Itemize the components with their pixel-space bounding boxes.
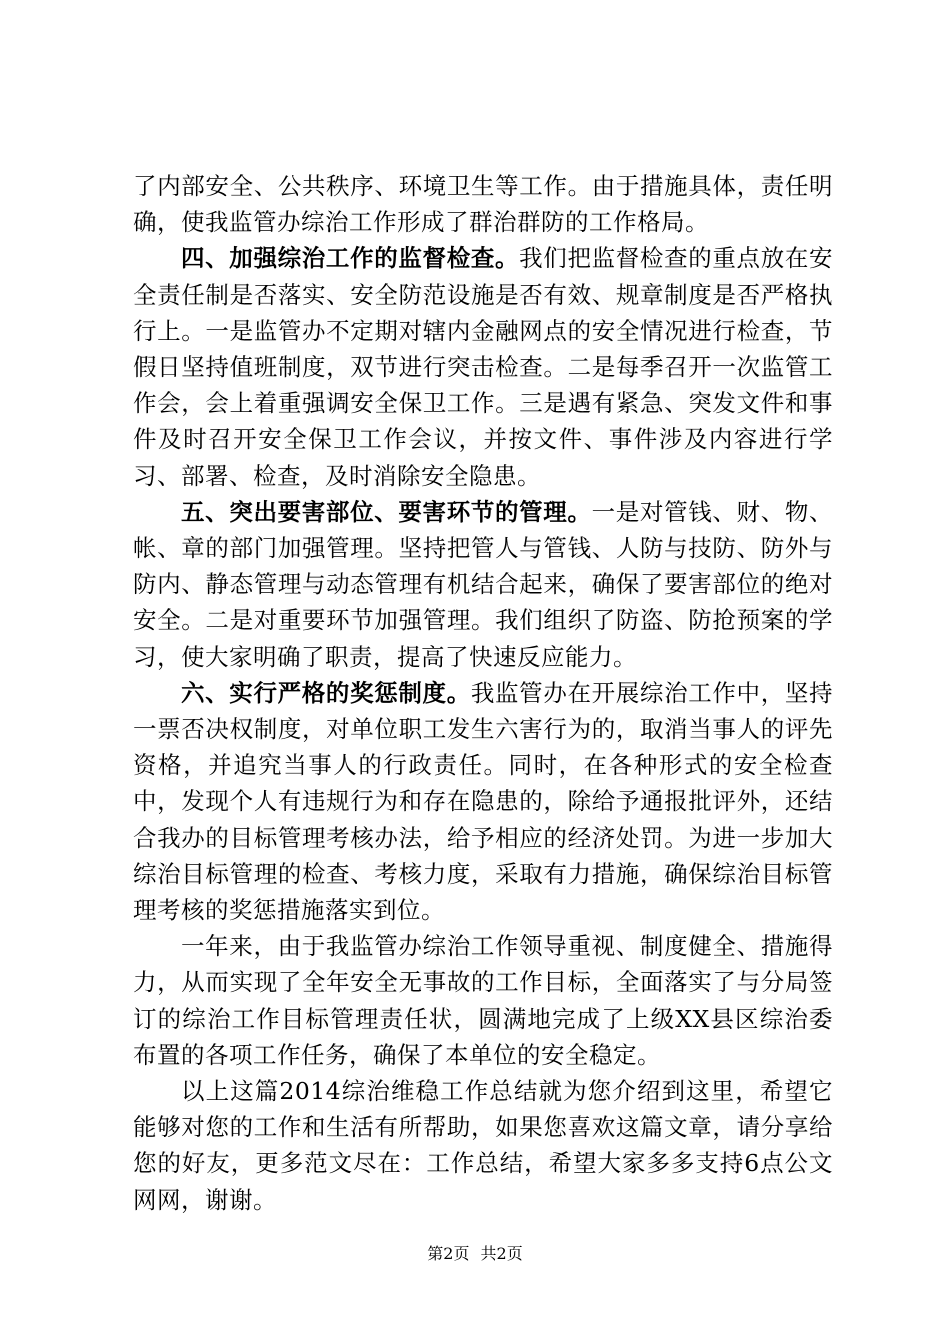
paragraph-3-text: 一是对管钱、财、物、帐、章的部门加强管理。坚持把管人与管钱、人防与技防、防外与防内、静态管理与动态管理有机结合起来，确保了要害部位的绝对安全。二是对重要环节加强管理。我们组织了防盗、防抢预案的学习，使大家明确了职责，提高了快速反应能力。 (133, 497, 834, 671)
paragraph-4-text: 我监管办在开展综治工作中，坚持一票否决权制度，对单位职工发生六害行为的，取消当事人的评先资格，并追究当事人的行政责任。同时，在各种形式的安全检查中，发现个人有违规行为和存在隐患的，除给予通报批评外，还结合我办的目标管理考核办法，给予相应的经济处罚。为进一步加大综治目标管理的检查、考核力度，采取有力措施，确保综治目标管理考核的奖惩措施落实到位。 (133, 678, 834, 925)
paragraph-4 (133, 675, 833, 928)
paragraph-3 (133, 494, 833, 675)
paragraph-2-heading: 四、加强综治工作的监督检查。 (181, 244, 520, 273)
paragraph-5 (133, 928, 833, 1073)
paragraph-5-text: 一年来，由于我监管办综治工作领导重视、制度健全、措施得力，从而实现了全年安全无事故的工作目标，全面落实了与分局签订的综治工作目标管理责任状，圆满地完成了上级XX县区综治委布置的各项工作任务，确保了本单位的安全稳定。 (133, 932, 833, 1069)
page-number-current: 第2页 (427, 1244, 470, 1263)
paragraph-2 (133, 240, 833, 493)
paragraph-2-text: 我们把监督检查的重点放在安全责任制是否落实、安全防范设施是否有效、规章制度是否严格执行上。一是监管办不定期对辖内金融网点的安全情况进行检查，节假日坚持值班制度，双节进行突击检查。二是每季召开一次监管工作会，会上着重强调安全保卫工作。三是遇有紧急、突发文件和事件及时召开安全保卫工作会议，并按文件、事件涉及内容进行学习、部署、检查，及时消除安全隐患。 (133, 244, 834, 490)
paragraph-1-text: 了内部安全、公共秩序、环境卫生等工作。由于措施具体，责任明确，使我监管办综治工作形成了群治群防的工作格局。 (133, 172, 833, 237)
page-footer (0, 1244, 950, 1264)
document-body (133, 168, 833, 1218)
paragraph-6 (133, 1073, 833, 1218)
paragraph-1 (133, 168, 833, 240)
page-number-total: 共2页 (480, 1244, 523, 1263)
paragraph-3-heading: 五、突出要害部位、要害环节的管理。 (181, 497, 592, 526)
paragraph-4-heading: 六、实行严格的奖惩制度。 (181, 678, 471, 707)
paragraph-6-text: 以上这篇2014综治维稳工作总结就为您介绍到这里，希望它能够对您的工作和生活有所帮助，如果您喜欢这篇文章，请分享给您的好友，更多范文尽在：工作总结，希望大家多多支持6点公文网网，谢谢。 (133, 1077, 833, 1214)
